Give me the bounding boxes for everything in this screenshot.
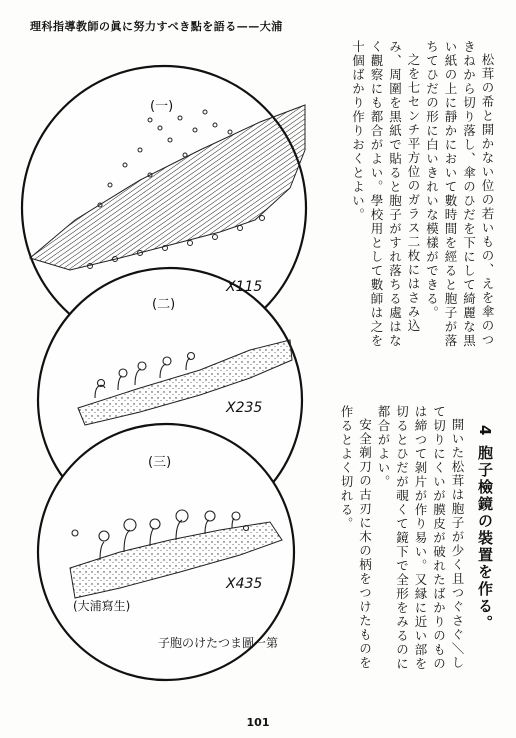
panel-label-1: (一) xyxy=(150,99,174,114)
body-text-top xyxy=(348,40,496,348)
paragraph: 松茸の希と開かない位の若いもの、えを傘のつきねから切り落し、傘のひだを下にして綺麗な黒い紙の上に靜かにおいて數時間を經ると胞子が落ちてひだの形に白いきれいな模樣ができる。 xyxy=(424,40,495,348)
figure-credit: (大浦寫生) xyxy=(73,599,131,613)
paragraph: 之を七センチ平方位のガラス二枚にはさみ込み、周圍を黒紙で貼ると胞子がすれ落ちる處はなく觀察にも都合がよい。學校用として數師は之を十個ばかり作りおくとよい。 xyxy=(350,40,421,348)
section-heading: 4 胞子檢鏡の裝置を作る。 xyxy=(476,425,494,632)
running-header: 理科指導教師の眞に努力すべき點を語る——大浦 xyxy=(30,20,283,33)
panel-label-2: (二) xyxy=(152,297,176,312)
paragraph: 開いた松茸は胞子が少く且つぐさぐ＼して切りにくいが膜皮が破れたばかりのものは締つて剝片が作り易い。又縁に近い部を切るとひだが覗くて鏡下で全形をみるのに都合がよい。 xyxy=(376,405,465,671)
magnification-label-1: X115 xyxy=(226,279,263,295)
panel-label-3: (三) xyxy=(148,455,172,470)
body-text-bottom xyxy=(337,405,467,675)
page-number: 101 xyxy=(246,716,270,729)
paragraph: 安全剃刀の古刃に木の柄をつけたものを作るとよく切れる。 xyxy=(339,405,373,670)
magnification-label-2: X235 xyxy=(226,400,263,416)
magnification-label-3: X435 xyxy=(226,576,263,592)
figure-caption: 子胞のけたつま圖一第 xyxy=(158,636,279,650)
